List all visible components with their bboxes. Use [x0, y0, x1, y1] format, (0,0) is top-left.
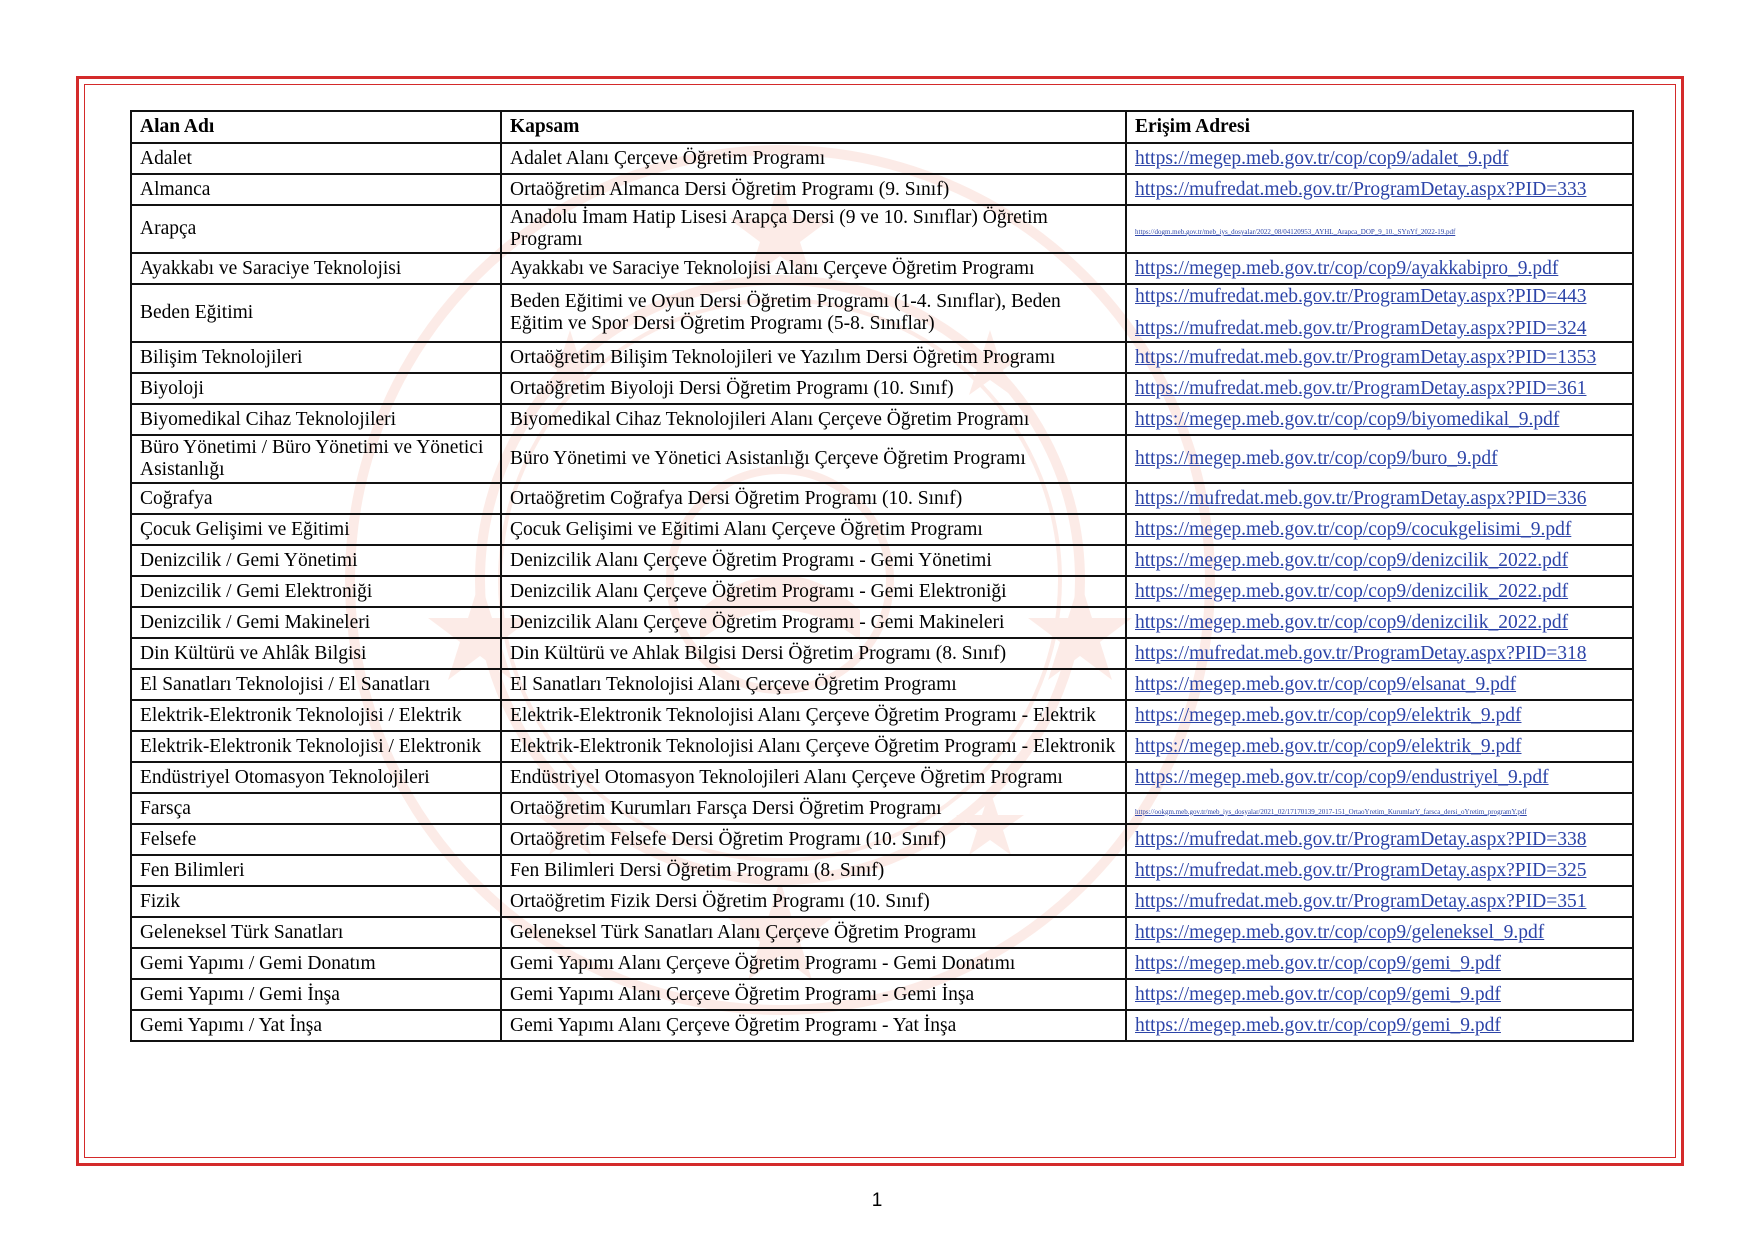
table-row [131, 143, 1633, 174]
cell-erisim-adresi [1126, 607, 1633, 638]
cell-alan-adi: Gemi Yapımı / Yat İnşa [131, 1010, 501, 1041]
cell-kapsam: Ortaöğretim Almanca Dersi Öğretim Programı (9. Sınıf) [501, 174, 1126, 205]
table-row [131, 948, 1633, 979]
table-row [131, 435, 1633, 483]
cell-erisim-adresi [1126, 886, 1633, 917]
access-link[interactable]: https://megep.meb.gov.tr/cop/cop9/gemi_9.pdf [1135, 952, 1501, 974]
cell-erisim-adresi [1126, 762, 1633, 793]
cell-alan-adi: El Sanatları Teknolojisi / El Sanatları [131, 669, 501, 700]
cell-erisim-adresi [1126, 824, 1633, 855]
access-link[interactable]: https://megep.meb.gov.tr/cop/cop9/endustriyel_9.pdf [1135, 766, 1549, 788]
cell-alan-adi: Beden Eğitimi [131, 284, 501, 342]
cell-alan-adi: Coğrafya [131, 483, 501, 514]
cell-kapsam: Ortaöğretim Fizik Dersi Öğretim Programı (10. Sınıf) [501, 886, 1126, 917]
access-link[interactable]: https://megep.meb.gov.tr/cop/cop9/geleneksel_9.pdf [1135, 921, 1545, 943]
cell-alan-adi: Elektrik-Elektronik Teknolojisi / Elektrik [131, 700, 501, 731]
cell-alan-adi: Felsefe [131, 824, 501, 855]
cell-erisim-adresi [1126, 731, 1633, 762]
table-row [131, 514, 1633, 545]
cell-alan-adi: Çocuk Gelişimi ve Eğitimi [131, 514, 501, 545]
cell-kapsam: Biyomedikal Cihaz Teknolojileri Alanı Çerçeve Öğretim Programı [501, 404, 1126, 435]
cell-kapsam: Gemi Yapımı Alanı Çerçeve Öğretim Programı - Gemi İnşa [501, 979, 1126, 1010]
cell-kapsam: Çocuk Gelişimi ve Eğitimi Alanı Çerçeve Öğretim Programı [501, 514, 1126, 545]
cell-erisim-adresi [1126, 700, 1633, 731]
table-row [131, 731, 1633, 762]
cell-kapsam: Ortaöğretim Coğrafya Dersi Öğretim Programı (10. Sınıf) [501, 483, 1126, 514]
cell-erisim-adresi [1126, 669, 1633, 700]
table-row [131, 669, 1633, 700]
curriculum-table [130, 110, 1634, 1042]
table-row [131, 404, 1633, 435]
access-link[interactable]: https://megep.meb.gov.tr/cop/cop9/denizcilik_2022.pdf [1135, 611, 1569, 633]
cell-erisim-adresi [1126, 284, 1633, 342]
access-link[interactable]: https://megep.meb.gov.tr/cop/cop9/adalet_9.pdf [1135, 147, 1509, 169]
cell-alan-adi: Geleneksel Türk Sanatları [131, 917, 501, 948]
table-row [131, 917, 1633, 948]
cell-erisim-adresi [1126, 143, 1633, 174]
cell-kapsam: Fen Bilimleri Dersi Öğretim Programı (8. Sınıf) [501, 855, 1126, 886]
table-row [131, 174, 1633, 205]
cell-alan-adi: Ayakkabı ve Saraciye Teknolojisi [131, 253, 501, 284]
cell-kapsam: Denizcilik Alanı Çerçeve Öğretim Programı - Gemi Makineleri [501, 607, 1126, 638]
table-row [131, 373, 1633, 404]
page-number: 1 [871, 1190, 883, 1211]
cell-kapsam: Geleneksel Türk Sanatları Alanı Çerçeve Öğretim Programı [501, 917, 1126, 948]
table-row [131, 576, 1633, 607]
access-link[interactable]: https://megep.meb.gov.tr/cop/cop9/gemi_9.pdf [1135, 1014, 1501, 1036]
cell-alan-adi: Fen Bilimleri [131, 855, 501, 886]
cell-kapsam: Gemi Yapımı Alanı Çerçeve Öğretim Programı - Yat İnşa [501, 1010, 1126, 1041]
cell-kapsam: Beden Eğitimi ve Oyun Dersi Öğretim Programı (1-4. Sınıflar), Beden Eğitim ve Spor Dersi Öğretim Programı (5-8. Sınıflar) [501, 284, 1126, 342]
access-link[interactable]: https://mufredat.meb.gov.tr/ProgramDetay.aspx?PID=325 [1135, 859, 1587, 881]
cell-alan-adi: Büro Yönetimi / Büro Yönetimi ve Yönetici Asistanlığı [131, 435, 501, 483]
cell-erisim-adresi [1126, 373, 1633, 404]
cell-kapsam: Denizcilik Alanı Çerçeve Öğretim Programı - Gemi Elektroniği [501, 576, 1126, 607]
cell-alan-adi: Elektrik-Elektronik Teknolojisi / Elektronik [131, 731, 501, 762]
table-body [131, 143, 1633, 1041]
table-row [131, 205, 1633, 253]
cell-erisim-adresi [1126, 979, 1633, 1010]
cell-erisim-adresi [1126, 342, 1633, 373]
access-link[interactable]: https://megep.meb.gov.tr/cop/cop9/gemi_9.pdf [1135, 983, 1501, 1005]
cell-kapsam: Ortaöğretim Felsefe Dersi Öğretim Programı (10. Sınıf) [501, 824, 1126, 855]
cell-kapsam: Ayakkabı ve Saraciye Teknolojisi Alanı Çerçeve Öğretim Programı [501, 253, 1126, 284]
table-row [131, 1010, 1633, 1041]
cell-erisim-adresi [1126, 917, 1633, 948]
access-link[interactable]: https://megep.meb.gov.tr/cop/cop9/biyomedikal_9.pdf [1135, 408, 1560, 430]
cell-alan-adi: Bilişim Teknolojileri [131, 342, 501, 373]
cell-erisim-adresi [1126, 205, 1633, 253]
access-link[interactable]: https://mufredat.meb.gov.tr/ProgramDetay.aspx?PID=338 [1135, 828, 1587, 850]
table-row [131, 886, 1633, 917]
access-link[interactable]: https://megep.meb.gov.tr/cop/cop9/elektrik_9.pdf [1135, 735, 1522, 757]
cell-alan-adi: Endüstriyel Otomasyon Teknolojileri [131, 762, 501, 793]
cell-erisim-adresi [1126, 576, 1633, 607]
access-link[interactable]: https://mufredat.meb.gov.tr/ProgramDetay.aspx?PID=351 [1135, 890, 1587, 912]
cell-erisim-adresi [1126, 253, 1633, 284]
table-row [131, 284, 1633, 342]
access-link[interactable]: https://mufredat.meb.gov.tr/ProgramDetay.aspx?PID=333 [1135, 178, 1587, 200]
cell-erisim-adresi [1126, 793, 1633, 824]
cell-kapsam: Endüstriyel Otomasyon Teknolojileri Alanı Çerçeve Öğretim Programı [501, 762, 1126, 793]
table-row [131, 607, 1633, 638]
table-row [131, 793, 1633, 824]
header-alan-adi: Alan Adı [131, 111, 501, 143]
cell-kapsam: Din Kültürü ve Ahlak Bilgisi Dersi Öğretim Programı (8. Sınıf) [501, 638, 1126, 669]
cell-kapsam: Denizcilik Alanı Çerçeve Öğretim Programı - Gemi Yönetimi [501, 545, 1126, 576]
cell-erisim-adresi [1126, 483, 1633, 514]
table-row [131, 762, 1633, 793]
access-link[interactable]: https://megep.meb.gov.tr/cop/cop9/cocukgelisimi_9.pdf [1135, 518, 1572, 540]
cell-alan-adi: Farsça [131, 793, 501, 824]
access-link[interactable]: https://megep.meb.gov.tr/cop/cop9/ayakkabipro_9.pdf [1135, 257, 1559, 279]
cell-kapsam: Elektrik-Elektronik Teknolojisi Alanı Çerçeve Öğretim Programı - Elektrik [501, 700, 1126, 731]
access-link[interactable]: https://megep.meb.gov.tr/cop/cop9/buro_9.pdf [1135, 448, 1498, 469]
table-row [131, 979, 1633, 1010]
table-row [131, 824, 1633, 855]
access-link[interactable]: https://megep.meb.gov.tr/cop/cop9/denizcilik_2022.pdf [1135, 580, 1569, 602]
cell-kapsam: Anadolu İmam Hatip Lisesi Arapça Dersi (9 ve 10. Sınıflar) Öğretim Programı [501, 205, 1126, 253]
link-stack [1135, 286, 1624, 340]
access-link[interactable]: https://dogm.meb.gov.tr/meb_iys_dosyalar/2022_08/04120953_AYHL_Arapca_DOP_9_10._SYnYf_2022-19.pdf [1135, 228, 1456, 236]
access-link[interactable]: https://megep.meb.gov.tr/cop/cop9/denizcilik_2022.pdf [1135, 549, 1569, 571]
cell-alan-adi: Arapça [131, 205, 501, 253]
cell-erisim-adresi [1126, 638, 1633, 669]
cell-alan-adi: Denizcilik / Gemi Makineleri [131, 607, 501, 638]
cell-alan-adi: Gemi Yapımı / Gemi Donatım [131, 948, 501, 979]
table-row [131, 855, 1633, 886]
access-link[interactable]: https://mufredat.meb.gov.tr/ProgramDetay.aspx?PID=318 [1135, 642, 1587, 664]
cell-erisim-adresi [1126, 435, 1633, 483]
header-erisim-adresi: Erişim Adresi [1126, 111, 1633, 143]
access-link[interactable]: https://megep.meb.gov.tr/cop/cop9/elektrik_9.pdf [1135, 704, 1522, 726]
cell-erisim-adresi [1126, 404, 1633, 435]
cell-alan-adi: Fizik [131, 886, 501, 917]
table-header-row [131, 111, 1633, 143]
table-row [131, 483, 1633, 514]
cell-alan-adi: Adalet [131, 143, 501, 174]
access-link[interactable]: https://mufredat.meb.gov.tr/ProgramDetay.aspx?PID=361 [1135, 377, 1587, 399]
cell-erisim-adresi [1126, 514, 1633, 545]
cell-alan-adi: Gemi Yapımı / Gemi İnşa [131, 979, 501, 1010]
access-link[interactable]: https://mufredat.meb.gov.tr/ProgramDetay.aspx?PID=443 [1135, 286, 1587, 307]
cell-kapsam: Gemi Yapımı Alanı Çerçeve Öğretim Programı - Gemi Donatımı [501, 948, 1126, 979]
header-kapsam: Kapsam [501, 111, 1126, 143]
cell-kapsam: Ortaöğretim Kurumları Farsça Dersi Öğretim Programı [501, 793, 1126, 824]
cell-erisim-adresi [1126, 1010, 1633, 1041]
table-row [131, 253, 1633, 284]
cell-alan-adi: Denizcilik / Gemi Elektroniği [131, 576, 501, 607]
access-link[interactable]: https://ookgm.meb.gov.tr/meb_iys_dosyalar/2021_02/17170139_2017-151_OrtaoYretim_KurumlarY_farsca_dersi_oYretim_programY.pdf [1135, 807, 1527, 816]
cell-kapsam: Büro Yönetimi ve Yönetici Asistanlığı Çerçeve Öğretim Programı [501, 435, 1126, 483]
cell-alan-adi: Biyoloji [131, 373, 501, 404]
table-row [131, 342, 1633, 373]
cell-kapsam: Ortaöğretim Bilişim Teknolojileri ve Yazılım Dersi Öğretim Programı [501, 342, 1126, 373]
access-link[interactable]: https://mufredat.meb.gov.tr/ProgramDetay.aspx?PID=1353 [1135, 346, 1597, 368]
table-row [131, 545, 1633, 576]
cell-erisim-adresi [1126, 545, 1633, 576]
cell-erisim-adresi [1126, 174, 1633, 205]
cell-alan-adi: Denizcilik / Gemi Yönetimi [131, 545, 501, 576]
cell-alan-adi: Din Kültürü ve Ahlâk Bilgisi [131, 638, 501, 669]
cell-erisim-adresi [1126, 948, 1633, 979]
cell-alan-adi: Biyomedikal Cihaz Teknolojileri [131, 404, 501, 435]
cell-kapsam: Adalet Alanı Çerçeve Öğretim Programı [501, 143, 1126, 174]
cell-kapsam: Ortaöğretim Biyoloji Dersi Öğretim Programı (10. Sınıf) [501, 373, 1126, 404]
access-link[interactable]: https://megep.meb.gov.tr/cop/cop9/elsanat_9.pdf [1135, 673, 1517, 695]
table-row [131, 638, 1633, 669]
cell-erisim-adresi [1126, 855, 1633, 886]
cell-kapsam: Elektrik-Elektronik Teknolojisi Alanı Çerçeve Öğretim Programı - Elektronik [501, 731, 1126, 762]
access-link[interactable]: https://mufredat.meb.gov.tr/ProgramDetay.aspx?PID=336 [1135, 487, 1587, 509]
table-row [131, 700, 1633, 731]
cell-alan-adi: Almanca [131, 174, 501, 205]
access-link[interactable]: https://mufredat.meb.gov.tr/ProgramDetay.aspx?PID=324 [1135, 318, 1587, 339]
cell-kapsam: El Sanatları Teknolojisi Alanı Çerçeve Öğretim Programı [501, 669, 1126, 700]
